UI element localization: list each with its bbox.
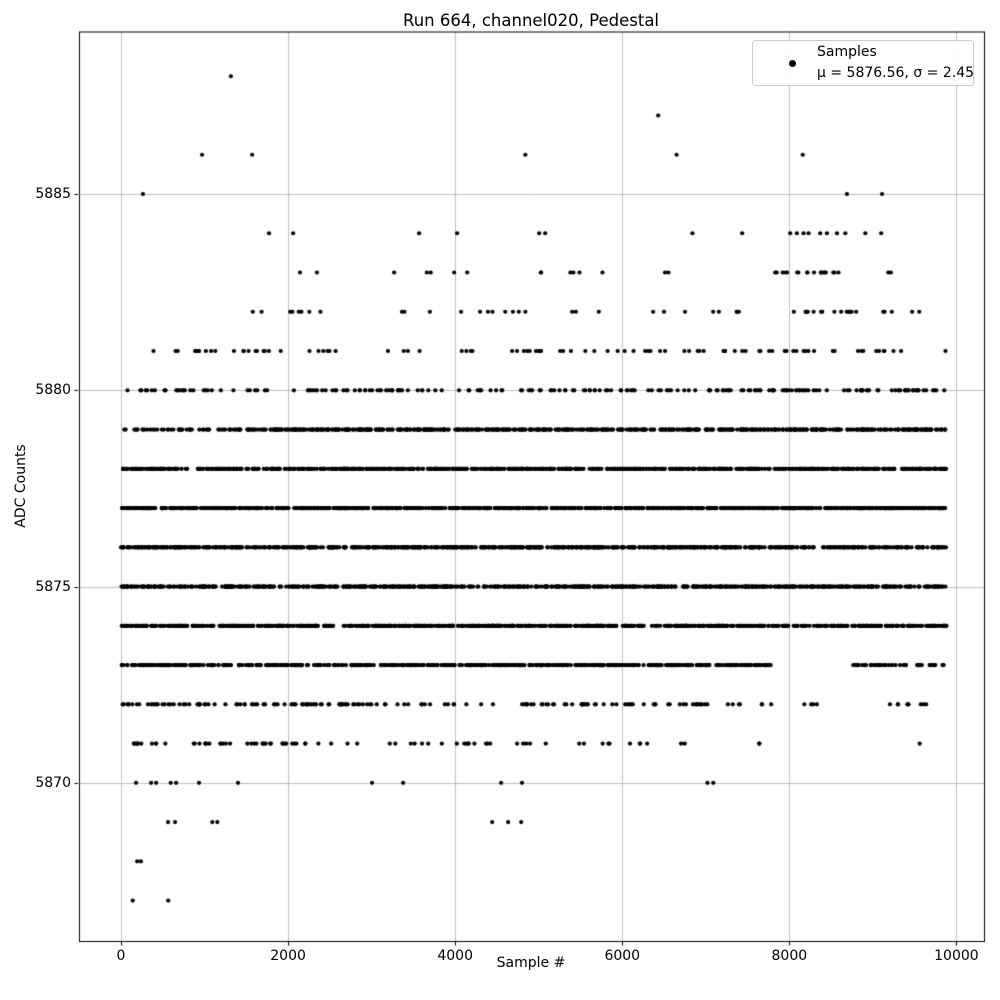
scatter-marker-icon [789,60,796,67]
legend [752,40,974,86]
y-tick-label: 5885 [35,186,71,202]
x-axis-label: Sample # [496,955,566,971]
chart-title: Run 664, channel020, Pedestal [402,11,660,30]
y-tick-label: 5870 [35,774,71,791]
x-tick-label: 2000 [270,948,306,964]
y-axis-label: ADC Counts [13,444,29,528]
x-tick-label: 4000 [437,948,473,964]
x-tick-label: 8000 [771,948,808,964]
y-tick-label: 5880 [35,382,71,399]
y-tick-label: 5875 [35,578,71,595]
x-tick-label: 0 [116,948,126,964]
legend-stats-label: μ = 5876.56, σ = 2.45 [817,65,975,81]
legend-text [817,42,974,84]
x-tick-label: 6000 [604,948,641,964]
x-tick-label: 10000 [934,948,979,964]
legend-entry-label: Samples [817,44,877,60]
